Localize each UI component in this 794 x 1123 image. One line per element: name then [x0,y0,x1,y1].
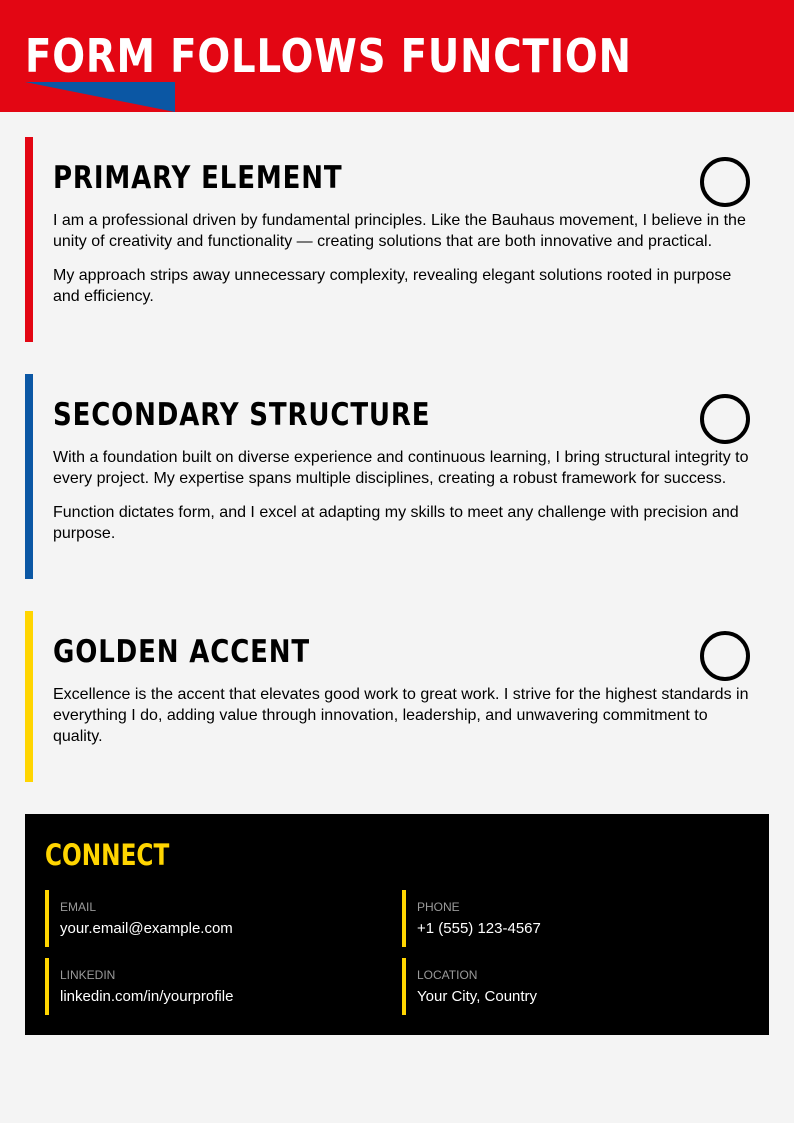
contact-linkedin [45,958,365,1015]
location-value: Your City, Country [417,988,538,1005]
section-paragraph: Function dictates form, and I excel at adapting my skills to meet any challenge with precision and purpose. [53,504,739,542]
section-title: PRIMARY ELEMENT [53,160,343,196]
section-body [53,684,758,760]
circle-icon [700,394,750,444]
circle-icon [700,157,750,207]
section-paragraph: My approach strips away unnecessary complexity, revealing elegant solutions rooted in purpose and efficiency. [53,267,732,305]
blue-triangle-decoration [25,82,175,112]
section-body [53,210,758,320]
linkedin-link[interactable]: linkedin.com/in/yourprofile [60,988,234,1005]
circle-icon [700,631,750,681]
contact-label: LINKEDIN [60,968,116,982]
section-secondary-structure [25,374,770,579]
contact-label: PHONE [417,900,460,914]
contact-label: EMAIL [60,900,97,914]
section-paragraph: With a foundation built on diverse experience and continuous learning, I bring structural integrity to every project. My expertise spans multiple disciplines, creating a robust framework for success. [53,449,749,487]
page-title: FORM FOLLOWS FUNCTION [25,29,632,83]
connect-panel [25,814,769,1035]
section-primary-element [25,137,770,342]
section-body [53,447,758,557]
connect-title: CONNECT [45,838,170,872]
contact-label: LOCATION [417,968,478,982]
page-header [0,0,794,112]
section-title: GOLDEN ACCENT [53,634,311,670]
section-paragraph: Excellence is the accent that elevates good work to great work. I strive for the highest standards in everything I do, adding value through innovation, leadership, and unwavering commitment to quality. [53,686,749,745]
section-golden-accent [25,611,770,782]
email-link[interactable]: your.email@example.com [60,920,233,937]
section-title: SECONDARY STRUCTURE [53,397,431,433]
contact-phone [402,890,722,947]
section-paragraph: I am a professional driven by fundamental principles. Like the Bauhaus movement, I believe in the unity of creativity and functionality — creating solutions that are both innovative and practical. [53,212,746,250]
phone-link[interactable]: +1 (555) 123-4567 [417,920,541,937]
contact-email [45,890,365,947]
contact-location [402,958,722,1015]
